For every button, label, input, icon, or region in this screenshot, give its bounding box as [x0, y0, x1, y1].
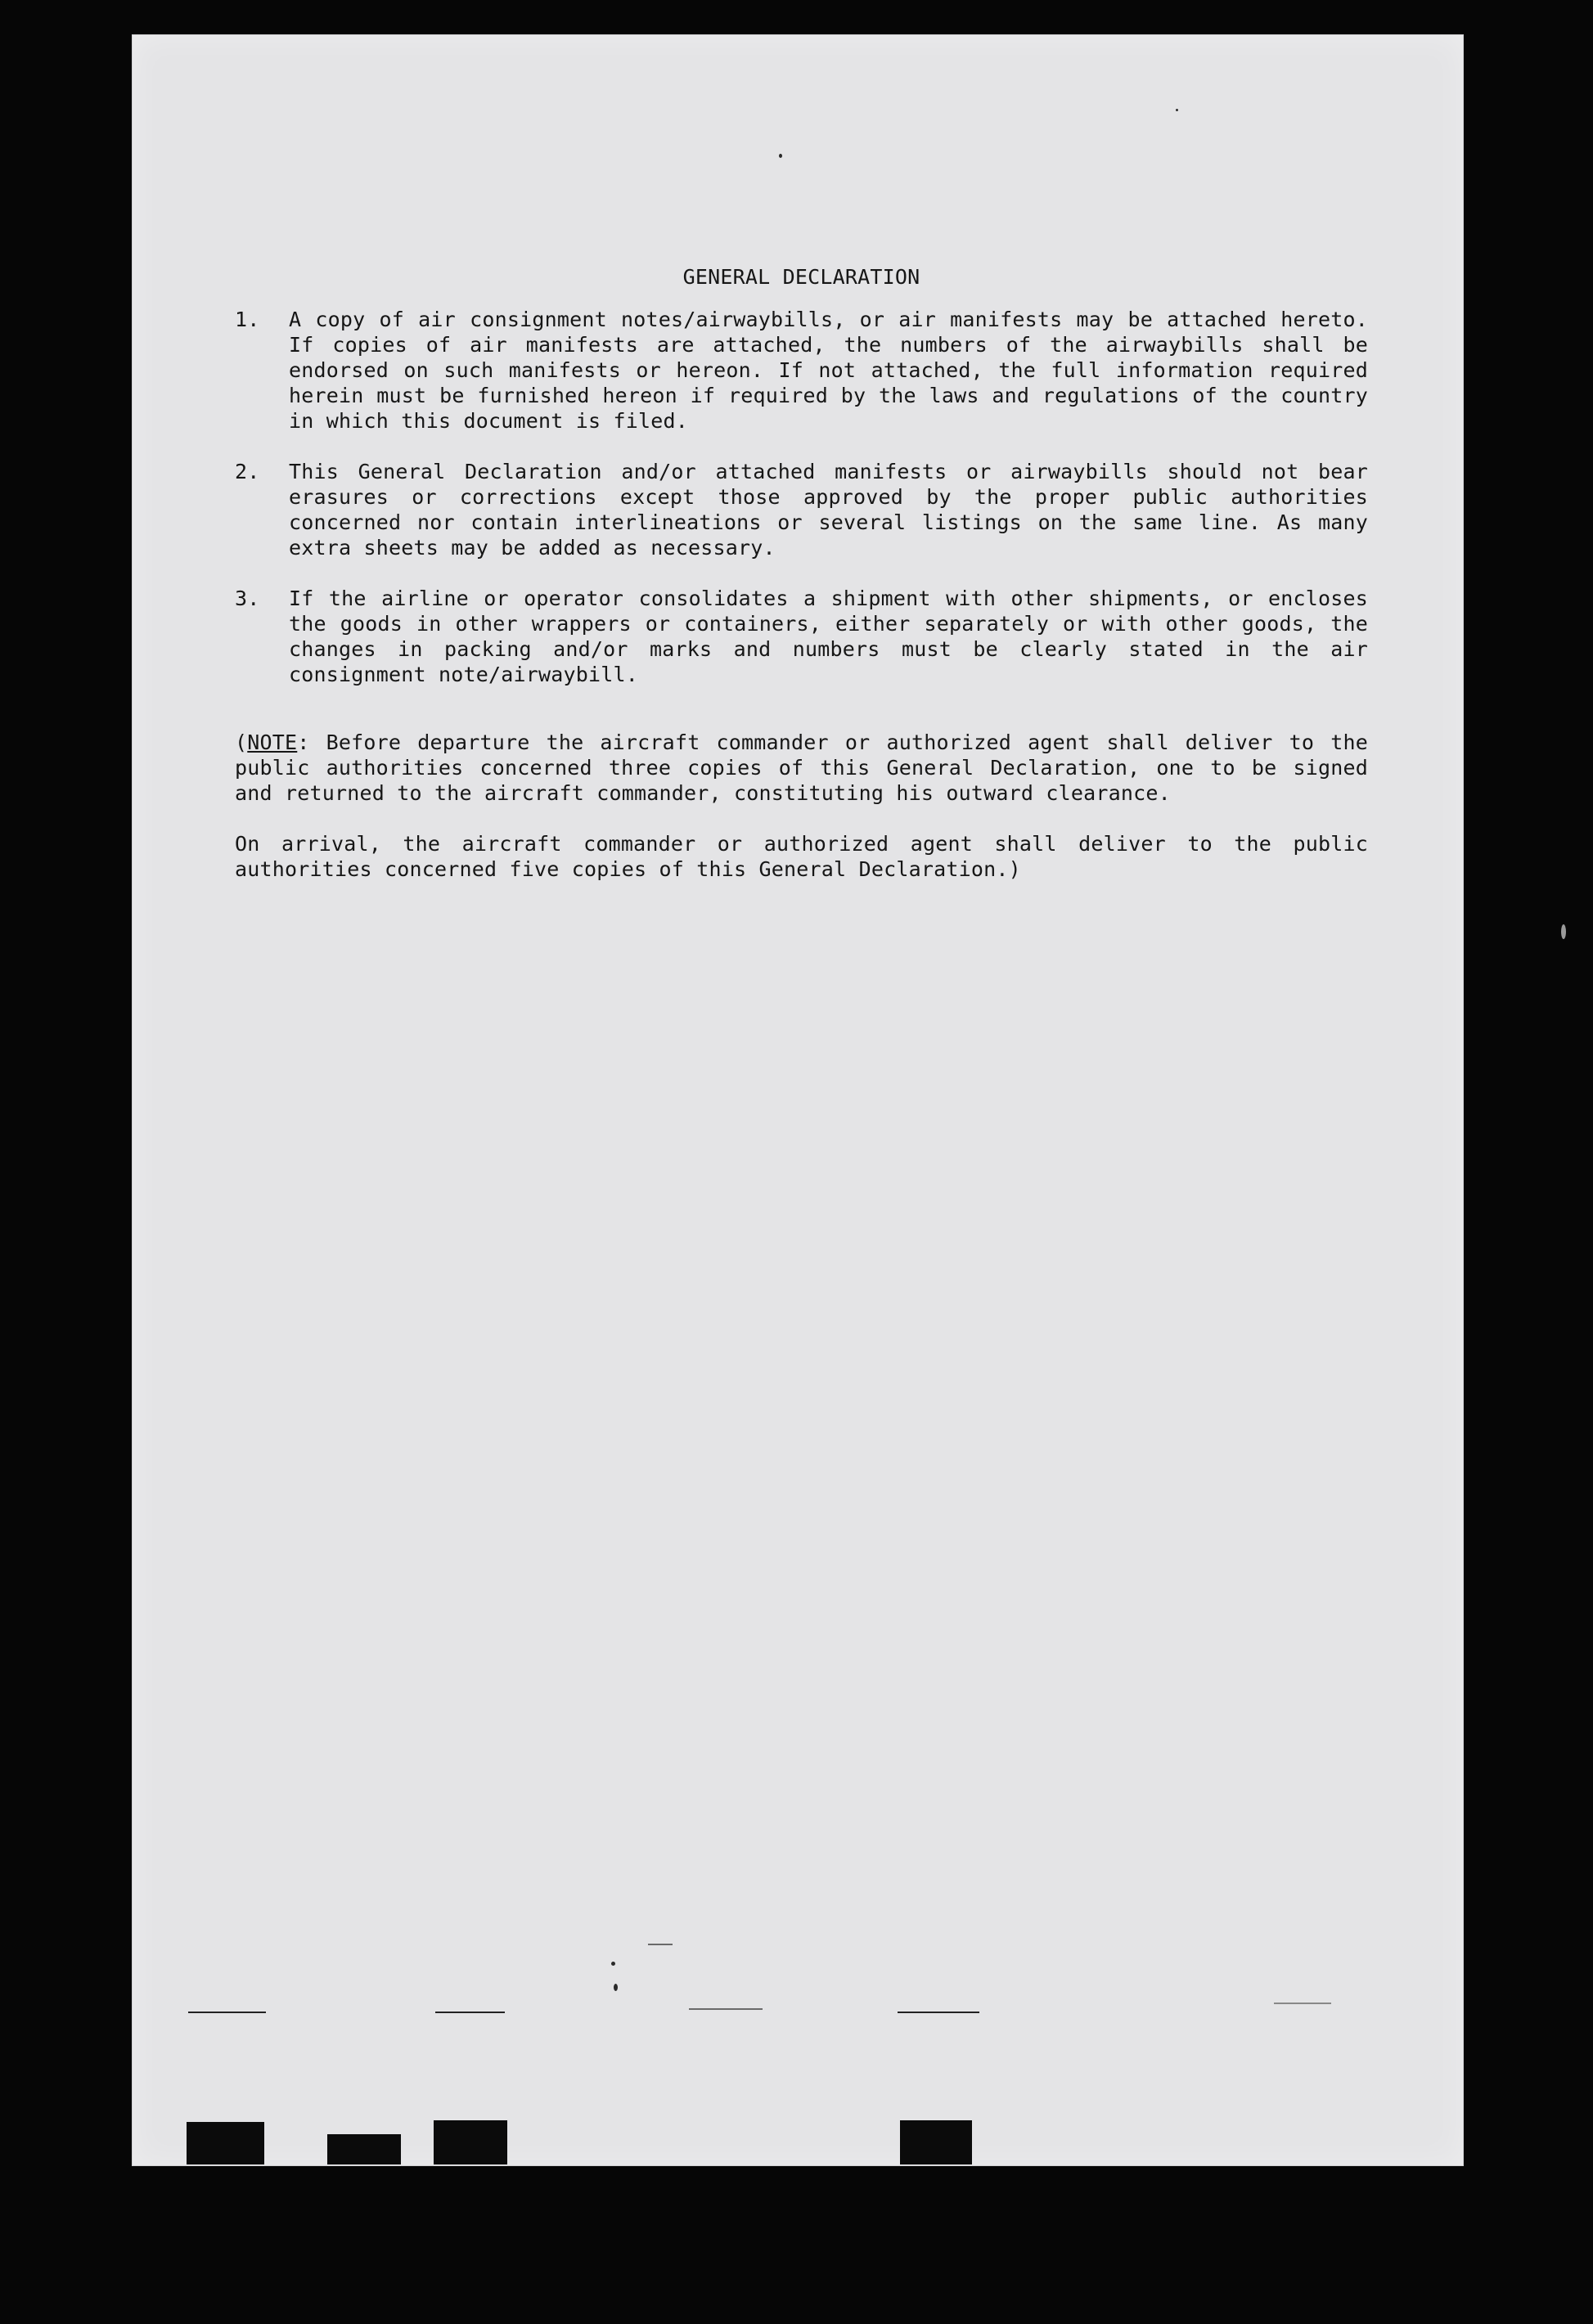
scan-mark	[648, 1944, 673, 1945]
scan-speck	[1561, 924, 1566, 939]
note-label: NOTE	[247, 730, 298, 754]
scan-speck	[1176, 109, 1178, 111]
item-text: This General Declaration and/or attached manifests or airwaybills should not bear erasures or corrections except those approved by the proper public authorities concerned nor contain interlineations or several listings on the same line. As many extra sheets may be added as necessary.	[289, 460, 1368, 560]
scan-speck	[611, 1962, 615, 1966]
scan-mark	[188, 2012, 266, 2013]
departure-note	[235, 730, 1368, 806]
scan-mark	[435, 2012, 505, 2013]
instruction-item-3	[235, 586, 1368, 687]
document-sheet	[132, 34, 1464, 2166]
scan-binding-tab	[434, 2120, 507, 2164]
note-open-paren: (	[235, 730, 248, 754]
item-number: 3.	[235, 587, 260, 610]
scan-binding-tab	[187, 2122, 264, 2164]
scan-binding-tab	[900, 2120, 972, 2164]
instruction-item-1	[235, 307, 1368, 434]
instruction-item-2	[235, 459, 1368, 560]
item-number: 1.	[235, 308, 260, 331]
item-number: 2.	[235, 460, 260, 483]
document-title: GENERAL DECLARATION	[682, 265, 920, 289]
item-text: If the airline or operator consolidates a shipment with other shipments, or encloses the goods in other wrappers or containers, either separately or with other goods, the changes in packing and/or marks and numbers must be clearly stated in the air consignment note/airwaybill.	[289, 587, 1368, 686]
scan-binding-tab	[327, 2134, 401, 2164]
scan-mark	[1274, 2003, 1331, 2004]
scan-mark	[689, 2008, 763, 2010]
scan-speck	[779, 154, 782, 158]
scan-mark	[898, 2012, 979, 2013]
document-body	[235, 264, 1368, 882]
scan-speck	[614, 1984, 618, 1991]
arrival-paragraph: On arrival, the aircraft commander or authorized agent shall deliver to the public authorities concerned five copies of this General Declaration.)	[235, 832, 1368, 881]
item-text: A copy of air consignment notes/airwaybills, or air manifests may be attached hereto. If copies of air manifests are attached, the numbers of the airwaybills shall be endorsed on such manifests or hereon. If not attached, the full information required herein must be furnished hereon if required by the laws and regulations of the country in which this document is filed.	[289, 308, 1368, 433]
note-text: : Before departure the aircraft commander or authorized agent shall deliver to the public authorities concerned three copies of this General Declaration, one to be signed and returned to the aircraft commander, constituting his outward clearance.	[235, 730, 1368, 805]
